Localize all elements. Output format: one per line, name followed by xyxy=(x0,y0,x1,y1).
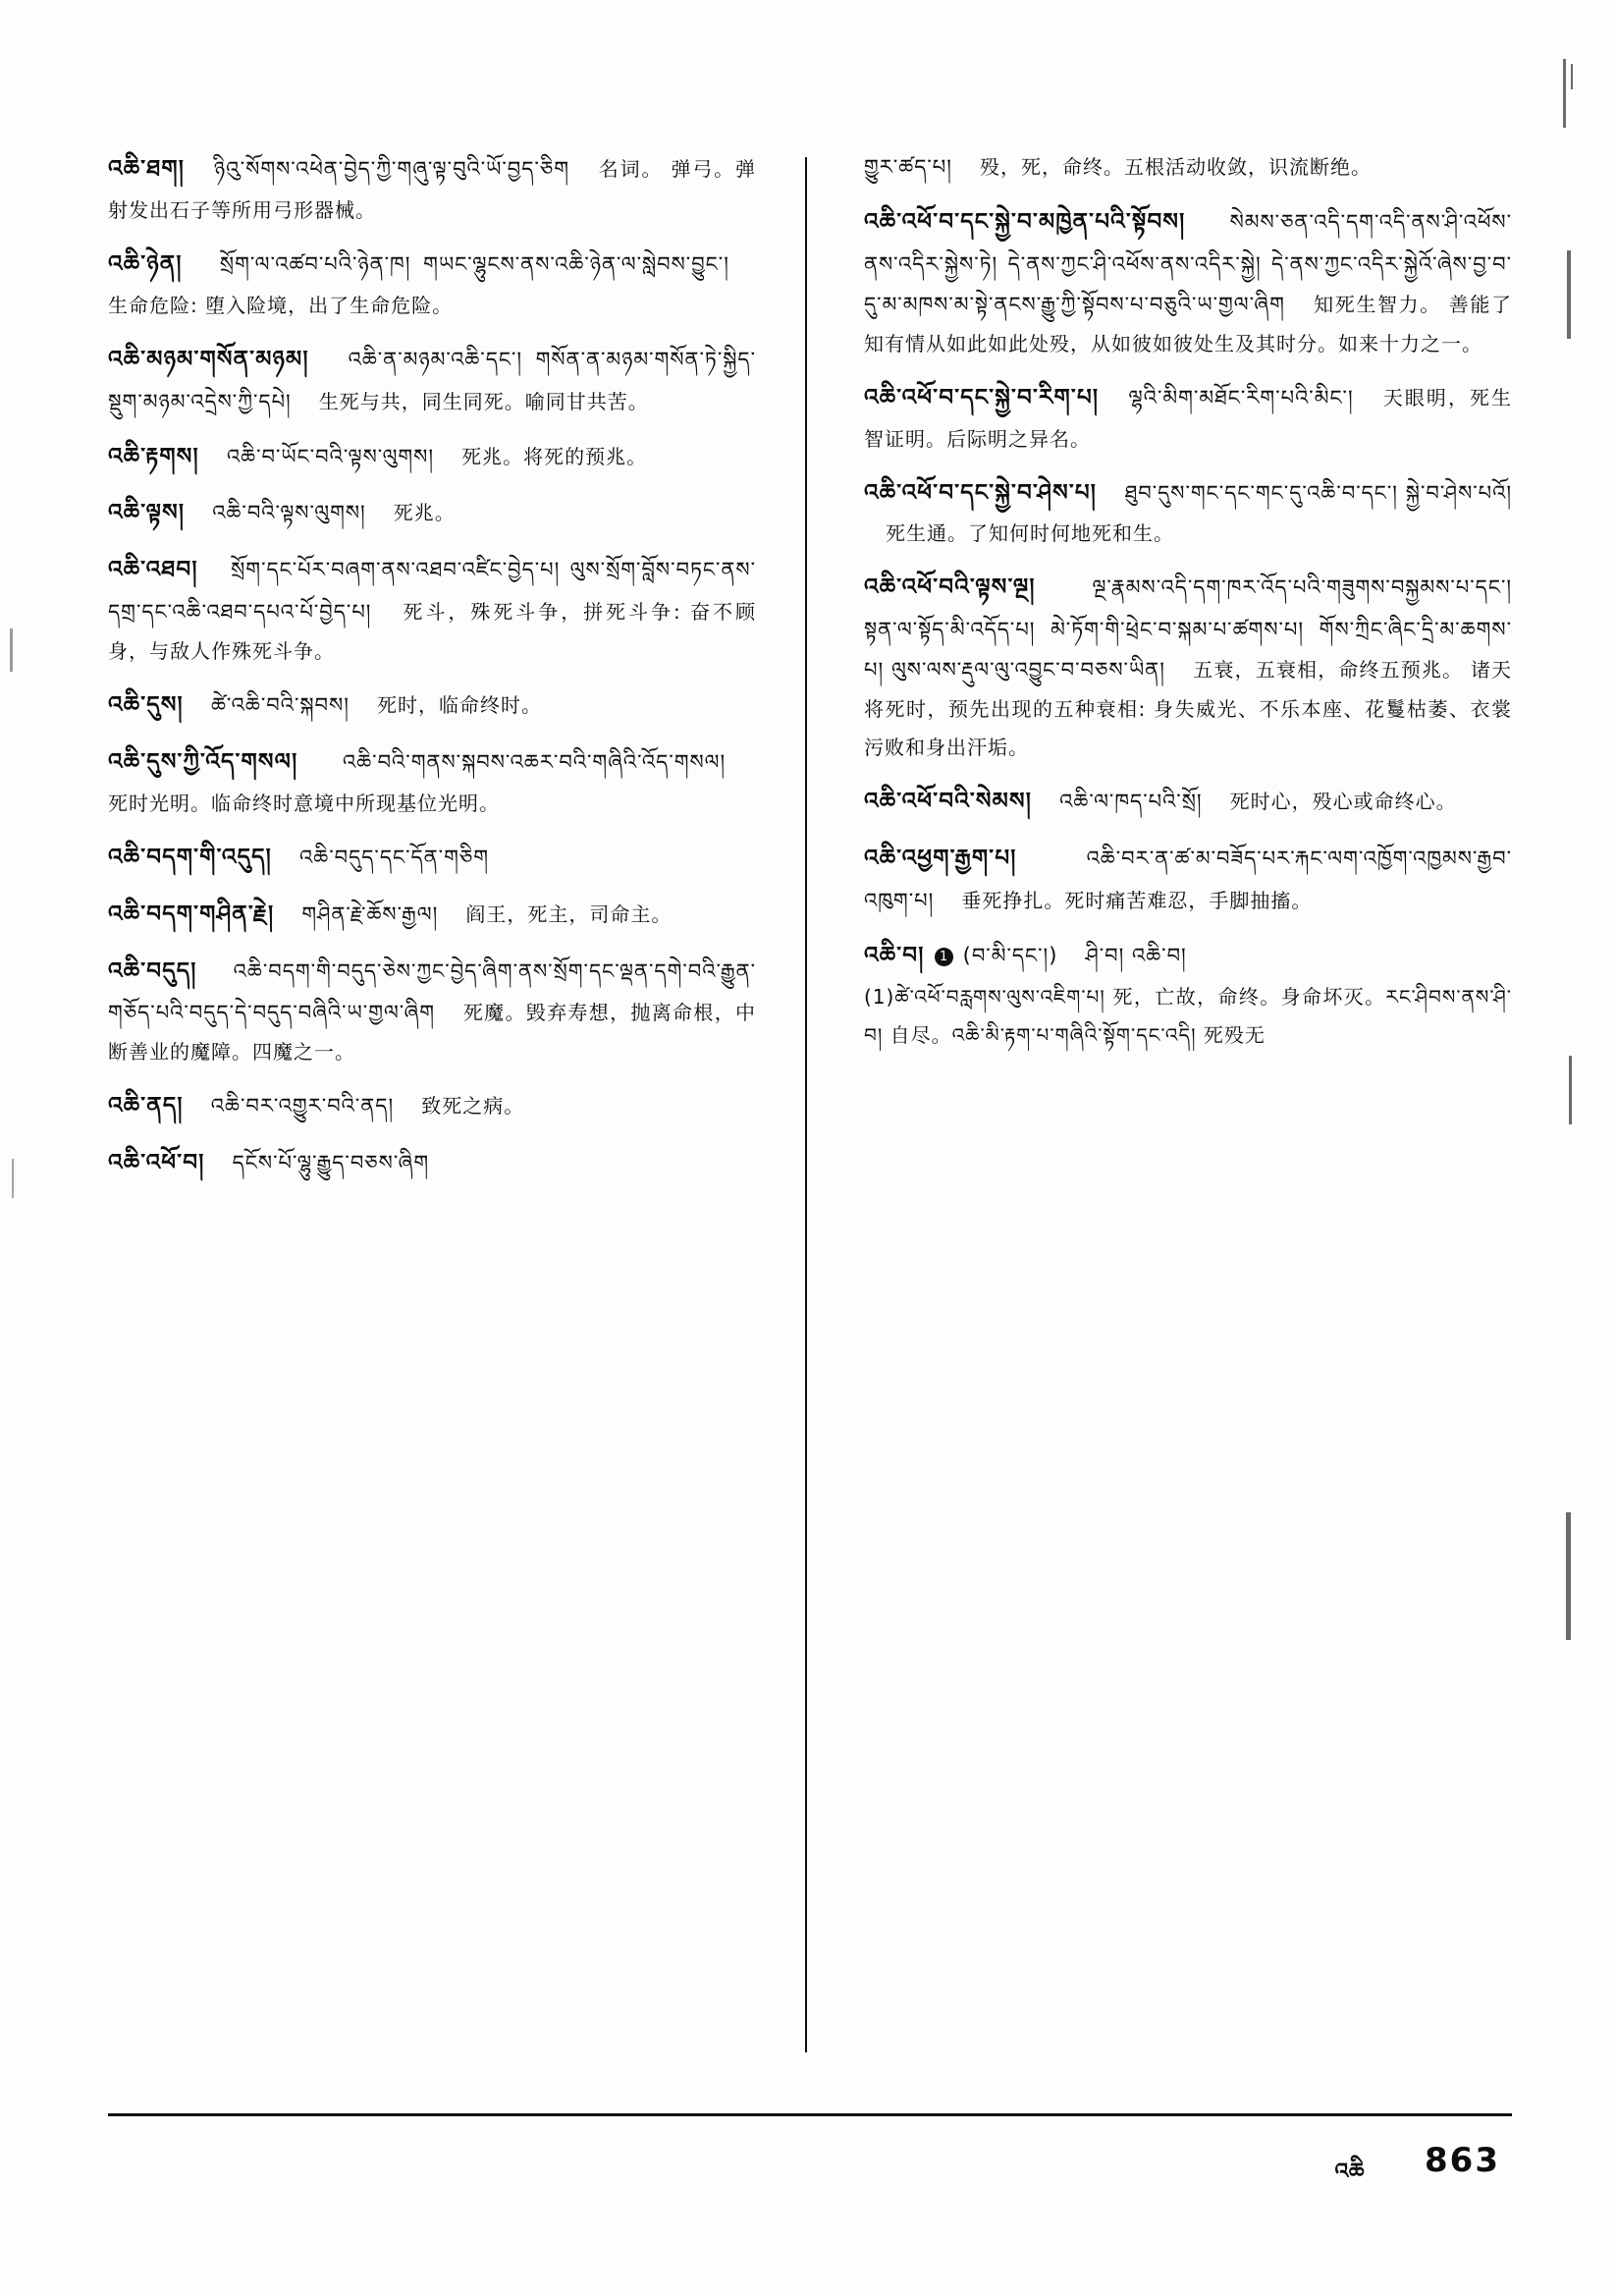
scan-edge-mark xyxy=(1563,59,1566,128)
entry-variant-note: (བ་མི་དང་།) xyxy=(962,943,1058,967)
footer-rule xyxy=(108,2113,1512,2116)
dictionary-entry xyxy=(108,950,756,1072)
dictionary-entry xyxy=(108,1141,756,1185)
dictionary-entry xyxy=(864,566,1512,767)
entry-chinese-gloss: 垂死挣扎。死时痛苦难忍，手脚抽搐。 xyxy=(961,888,1313,912)
dictionary-entry xyxy=(108,491,756,535)
entry-headword: འཆི་བ། xyxy=(864,942,925,968)
entry-tibetan-gloss: འཆི་བ་ཡོང་བའི་ལྟས་ལུགས། xyxy=(226,444,435,468)
entry-chinese-gloss: 死生通。了知何时何地死和生。 xyxy=(886,521,1175,546)
page-content xyxy=(108,147,1512,2072)
entry-headword: འཆི་བདག་གཤིན་རྗེ། xyxy=(108,901,275,927)
dictionary-entry xyxy=(864,934,1512,1055)
entry-headword: འཆི་རྟགས། xyxy=(108,443,199,469)
entry-tibetan-gloss: འཆི་བའི་ལྟས་ལུགས། xyxy=(212,501,366,525)
page-number: 863 xyxy=(1425,2141,1500,2180)
dictionary-entry xyxy=(108,435,756,479)
entry-tibetan-gloss: ཤི་བ། འཆི་བ། xyxy=(1085,943,1187,967)
entry-tibetan-gloss: འཆི་བའི་གནས་སྐབས་འཆར་བའི་གཞིའི་འོད་གསལ། xyxy=(343,749,727,774)
entry-tibetan-gloss: ལྷའི་མིག་མཐོང་རིག་པའི་མིང་། xyxy=(1128,385,1354,410)
dictionary-entry xyxy=(864,837,1512,921)
entry-tibetan-gloss: ཐུབ་དུས་གང་དང་གང་དུ་འཆི་བ་དང་། སྐྱེ་བ་ཤེས་པའོ། xyxy=(1124,480,1513,505)
entry-headword: འཆི་མཉམ་གསོན་མཉམ། xyxy=(108,346,309,372)
dictionary-entry xyxy=(108,740,756,823)
entry-tibetan-gloss: འཆི་བར་འགྱུར་བའི་ནད། xyxy=(210,1094,395,1119)
entry-chinese-gloss: 生死与共，同生同死。喻同甘共苦。 xyxy=(318,389,649,413)
entry-headword: འཆི་འཕོ་བ་དང་སྐྱེ་བ་རིག་པ། xyxy=(864,384,1100,410)
dictionary-entry xyxy=(108,836,756,880)
column-left xyxy=(108,147,756,1198)
dictionary-entry xyxy=(108,338,756,422)
entry-tibetan-gloss: སྲོག་ལ་འཚབ་པའི་ཉེན་ཁ། གཡང་ལྷུངས་ནས་འཆི་ཉེན་ལ་སླེབས་བྱུང་། xyxy=(219,251,729,276)
entry-tibetan-gloss: འཆི་ལ་ཁད་པའི་སྲོ། xyxy=(1059,790,1203,814)
entry-chinese-gloss: 殁，死，命终。五根活动收敛，识流断绝。 xyxy=(980,155,1373,179)
scan-edge-mark xyxy=(10,629,13,672)
entry-chinese-gloss: 死时心，殁心或命终心。 xyxy=(1229,790,1457,814)
entry-headword: འཆི་ནད། xyxy=(108,1093,184,1120)
entry-tibetan-gloss: ལྔ་རྣམས་འདི་དག་ཁར་འོད་པའི་གཟུགས་བསྐྱམས་པ་དང་། སྟན་ལ་སྟོད་མི་འདོད་པ། མེ་ཏོག་གི་ཕྲེང་བ་སྐམ་པ་ཚགས་པ། གོས་ཀྲིང་ཞིང་དྲི་མ་ཆགས་པ། ལུས་ལས་རྡུལ་ལུ་འབྱུང་བ་བཅས་ཡིན། xyxy=(864,575,1513,683)
entry-headword: འཆི་ཉེན། xyxy=(108,250,183,277)
entry-headword: འཆི་དུས་ཀྱི་འོད་གསལ། xyxy=(108,748,298,775)
entry-tibetan-gloss: དངོས་པོ་ལྷུ་རྒྱུད་བཅས་ཞིག xyxy=(232,1151,430,1175)
entry-tibetan-gloss: ཉིའུ་སོགས་འཕེན་བྱེད་ཀྱི་གཞུ་ལྟ་བུའི་ཡོ་བྱད་ཅིག xyxy=(213,157,569,181)
entry-headword: འཆི་ཐག། xyxy=(108,156,186,182)
entry-tibetan-gloss: ཚེ་འཆི་བའི་སྐབས། xyxy=(210,693,350,718)
entry-chinese-gloss: 五衰，五衰相，命终五预兆。 诸天将死时，预先出现的五种衰相: 身失威光、不乐本座、花鬘枯萎、衣裳污败和身出汗垢。 xyxy=(864,658,1512,760)
dictionary-entry xyxy=(108,548,756,671)
entry-chinese-gloss: 死斗，殊死斗争，拼死斗争: 奋不顾身，与敌人作殊死斗争。 xyxy=(108,600,757,664)
dictionary-entry-continuation xyxy=(864,147,1512,188)
entry-tibetan-gloss: འཆི་བདུད་དང་དོན་གཅིག xyxy=(299,845,490,869)
entry-headword: འཆི་འཕོ་བའི་སེམས། xyxy=(864,789,1033,815)
entry-headword: འཆི་འཕོ་བ་དང་སྐྱེ་བ་མཁྱེན་པའི་སྟོབས། xyxy=(864,208,1186,235)
entry-tibetan-gloss: འཆི་བདག་གི་བདུད་ཅེས་ཀྱང་བྱེད་ཞིག་ནས་སྲོག་དང་ལྡན་དགེ་བའི་རྒྱུན་གཅོད་པའི་བདུད་དེ་བདུད་བཞིའི་ཡ་གྱལ་ཞིག xyxy=(108,958,757,1025)
dictionary-entry xyxy=(864,780,1512,824)
dictionary-entry xyxy=(108,243,756,325)
entry-tibetan-gloss: གྱུར་ཚད་པ། xyxy=(864,155,952,179)
entry-chinese-gloss: 生命危险: 堕入险境，出了生命危险。 xyxy=(108,293,454,317)
scan-edge-mark xyxy=(1566,1512,1571,1640)
entry-chinese-gloss: (1)ཚེ་འཕོ་བརླགས་ལུས་འཇིག་པ། 死，亡故，命终。身命坏灭。རང་ཤིབས་ནས་ཤི་བ། 自尽。འཆི་མི་རྟག་པ་གཞིའི་སྟོག་དང་འདི། 死殁无 xyxy=(864,984,1512,1047)
entry-tibetan-gloss: འཆི་བར་ན་ཚ་མ་བཟོད་པར་རྐང་ལག་འཁྱོག་འཁྱམས་རྒྱབ་འཁུག་པ། xyxy=(864,847,1512,912)
scan-edge-mark xyxy=(1571,64,1573,89)
entry-headword: འཆི་འཐབ། xyxy=(108,557,198,583)
dictionary-entry xyxy=(864,200,1512,363)
entry-chinese-gloss: 死时光明。临命终时意境中所现基位光明。 xyxy=(108,791,500,815)
entry-tibetan-gloss: སེམས་ཅན་འདི་དག་འདི་ནས་ཤི་འཕོས་ནས་འདིར་སྐྱེས་ཏེ། དེ་ནས་ཀྱང་ཤི་འཕོས་ནས་འདིར་སྐྱེ། དེ་ནས་ཀྱང་འདིར་སྐྱེའོ་ཞེས་བྱ་བ་དུ་མ་མཁས་མ་སྟེ་ནངས་རྒྱུ་ཀྱི་སྟོབས་པ་བཅུའི་ཡ་གྱལ་ཞིག xyxy=(864,209,1512,316)
dictionary-entry xyxy=(864,376,1512,459)
column-divider xyxy=(805,157,807,2052)
page-footer xyxy=(108,2141,1512,2200)
dictionary-entry xyxy=(108,683,756,728)
entry-chinese-gloss: 死魔。毁弃寿想，抛离命根，中断善业的魔障。四魔之一。 xyxy=(108,1001,757,1065)
entry-headword: འཆི་བདུད། xyxy=(108,957,197,984)
scan-edge-mark xyxy=(1567,250,1571,339)
dictionary-entry xyxy=(108,1084,756,1128)
scan-edge-mark xyxy=(1569,1056,1572,1124)
entry-chinese-gloss: 死时，临命终时。 xyxy=(376,693,542,718)
entry-chinese-gloss: 知死生智力。 善能了知有情从如此如此处殁，从如彼如彼处生及其时分。如来十力之一。 xyxy=(864,292,1513,355)
entry-headword: འཆི་འཕོ་བ་དང་སྐྱེ་བ་ཤེས་པ། xyxy=(864,479,1098,506)
entry-tibetan-gloss: སྲོག་དང་པོར་བཞག་ནས་འཐབ་འཛིང་བྱེད་པ། ལུས་སྲོག་བློས་བཏང་ནས་དགྲ་དང་འཆི་འཐབ་དཔའ་པོ་བྱེད་པ། xyxy=(108,558,756,625)
entry-headword: འཆི་བདག་གི་འདུད། xyxy=(108,844,272,870)
scan-edge-mark xyxy=(12,1159,14,1198)
dictionary-entry xyxy=(864,471,1512,554)
entry-headword: འཆི་དུས། xyxy=(108,692,184,719)
entry-chinese-gloss: 名词。 弹弓。弹射发出石子等所用弓形器械。 xyxy=(108,157,757,222)
footer-tibetan-folio: འཆི xyxy=(1334,2159,1365,2184)
entry-chinese-gloss: 致死之病。 xyxy=(421,1094,525,1119)
entry-tibetan-gloss: གཤིན་རྗེ་ཆོས་རྒྱལ། xyxy=(301,902,439,926)
column-right xyxy=(864,147,1512,1067)
entry-headword: འཆི་འཕོ་བའི་ལྟས་ལྔ། xyxy=(864,574,1036,601)
entry-headword: འཆི་འཕོ་བ། xyxy=(108,1150,205,1176)
dictionary-entry xyxy=(108,147,756,230)
entry-chinese-gloss: 天眼明，死生智证明。后际明之异名。 xyxy=(864,385,1513,451)
entry-headword: འཆི་ལྟས། xyxy=(108,500,186,526)
entry-headword: འཆི་འཕྱག་རྒྱག་པ། xyxy=(864,846,1017,872)
entry-tibetan-gloss: འཆི་ན་མཉམ་འཆི་དང་། གསོན་ན་མཉམ་གསོན་ཏེ་སྐྱིད་སྡུག་མཉམ་འདྲེས་ཀྱི་དཔེ། xyxy=(108,347,756,413)
entry-chinese-gloss: 死兆。将死的预兆。 xyxy=(461,444,648,468)
dictionary-entry xyxy=(108,893,756,937)
entry-chinese-gloss: 阎王，死主，司命主。 xyxy=(465,902,673,926)
sense-marker: 1 xyxy=(935,948,953,966)
entry-chinese-gloss: 死兆。 xyxy=(393,501,456,525)
